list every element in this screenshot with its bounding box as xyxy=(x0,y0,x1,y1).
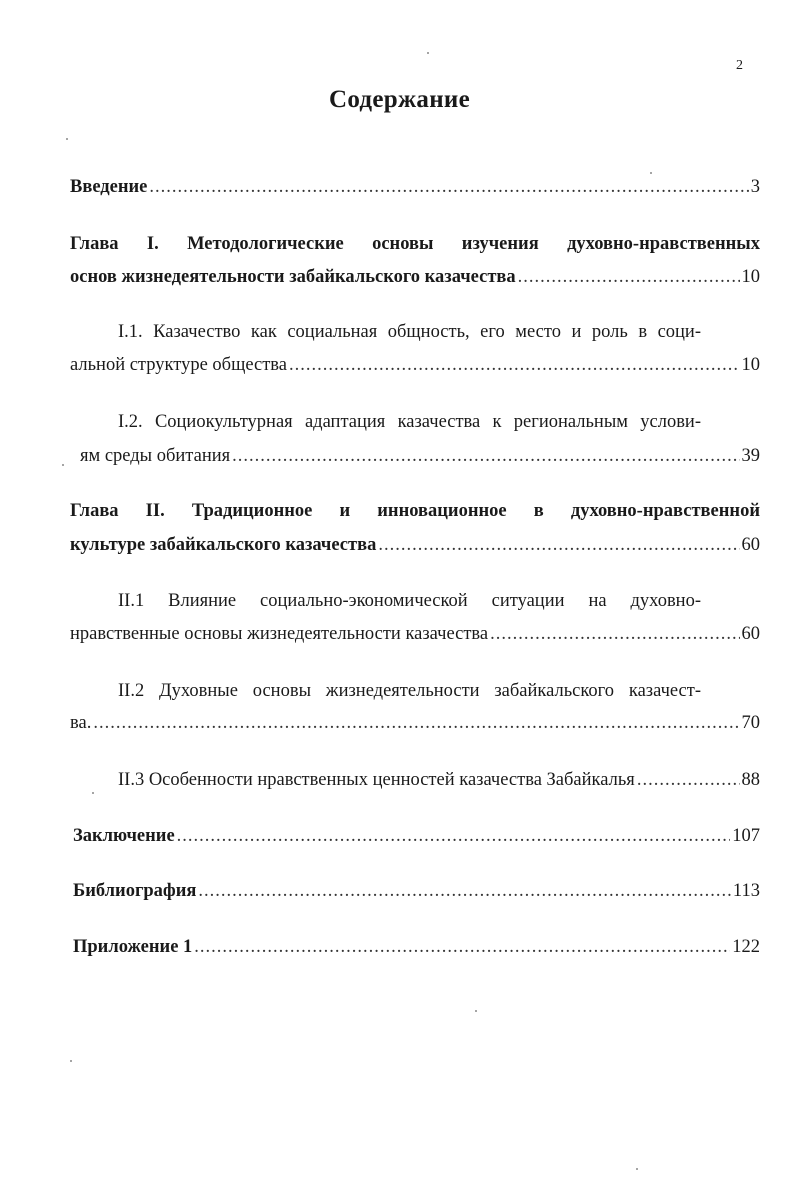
toc-chapter1-line1[interactable]: Глава I. Методологические основы изучения духовно-нравственных xyxy=(70,234,760,254)
toc-section-1-2-line1[interactable]: I.2. Социокультурная адаптация казачества к региональным услови- xyxy=(118,412,701,432)
scan-speck xyxy=(650,172,652,174)
toc-entry-label: нравственные основы жизнедеятельности казачества xyxy=(70,624,489,644)
dot-leader xyxy=(490,622,739,646)
dot-leader xyxy=(198,879,731,903)
toc-chapter2-line2[interactable] xyxy=(70,533,760,557)
toc-entry-page: 122 xyxy=(732,937,760,957)
toc-entry-intro[interactable] xyxy=(70,175,760,199)
dot-leader xyxy=(194,935,730,959)
toc-entry-page: 10 xyxy=(741,355,760,375)
toc-section-2-1-line2[interactable] xyxy=(70,622,760,646)
toc-entry-page: 60 xyxy=(741,535,760,555)
toc-entry-conclusion[interactable] xyxy=(73,824,760,848)
toc-section-2-2-line2[interactable] xyxy=(70,711,760,735)
dot-leader xyxy=(93,711,739,735)
toc-entry-page: 3 xyxy=(750,177,760,197)
page-number: 2 xyxy=(736,58,743,73)
dot-leader xyxy=(177,824,731,848)
scan-speck xyxy=(92,792,94,794)
toc-entry-label: альной структуре общества xyxy=(70,355,287,375)
toc-entry-label: Приложение 1 xyxy=(73,937,193,957)
toc-section-2-1-line1[interactable]: II.1 Влияние социально-экономической ситуации на духовно- xyxy=(118,591,701,611)
dot-leader xyxy=(637,768,740,792)
toc-entry-label: II.3 Особенности нравственных ценностей казачества Забайкалья xyxy=(118,770,635,790)
toc-section-2-3[interactable] xyxy=(118,768,760,792)
dot-leader xyxy=(149,175,748,199)
dot-leader xyxy=(232,444,739,468)
toc-section-1-1-line1[interactable]: I.1. Казачество как социальная общность, его место и роль в соци- xyxy=(118,322,701,342)
scan-speck xyxy=(636,1168,638,1170)
toc-entry-label: Введение xyxy=(70,177,148,197)
toc-entry-page: 88 xyxy=(741,770,760,790)
toc-section-2-2-line1[interactable]: II.2 Духовные основы жизнедеятельности забайкальского казачест- xyxy=(118,681,701,701)
page-title: Содержание xyxy=(328,86,470,113)
toc-entry-label: ям среды обитания xyxy=(80,446,231,466)
toc-entry-page: 113 xyxy=(732,881,760,901)
toc-chapter1-line2[interactable] xyxy=(70,265,760,289)
toc-entry-page: 107 xyxy=(732,826,760,846)
toc-entry-page: 60 xyxy=(741,624,760,644)
toc-section-1-1-line2[interactable] xyxy=(70,353,760,377)
scan-speck xyxy=(427,52,429,54)
toc-entry-label: культуре забайкальского казачества xyxy=(70,535,377,555)
toc-entry-page: 39 xyxy=(741,446,760,466)
toc-entry-label: ва. xyxy=(70,713,92,733)
toc-entry-label: основ жизнедеятельности забайкальского казачества xyxy=(70,267,516,287)
toc-entry-page: 70 xyxy=(741,713,760,733)
toc-entry-bibliography[interactable] xyxy=(73,879,760,903)
dot-leader xyxy=(518,265,740,289)
toc-chapter2-line1[interactable]: Глава II. Традиционное и инновационное в духовно-нравственной xyxy=(70,501,760,521)
scan-speck xyxy=(62,464,64,466)
scan-speck xyxy=(70,1060,72,1062)
toc-entry-page: 10 xyxy=(741,267,760,287)
toc-entry-label: Заключение xyxy=(73,826,175,846)
scan-speck xyxy=(66,138,68,140)
dot-leader xyxy=(289,353,740,377)
toc-entry-appendix[interactable] xyxy=(73,935,760,959)
toc-entry-label: Библиография xyxy=(73,881,197,901)
dot-leader xyxy=(378,533,739,557)
toc-section-1-2-line2[interactable] xyxy=(80,444,760,468)
scan-speck xyxy=(475,1010,477,1012)
